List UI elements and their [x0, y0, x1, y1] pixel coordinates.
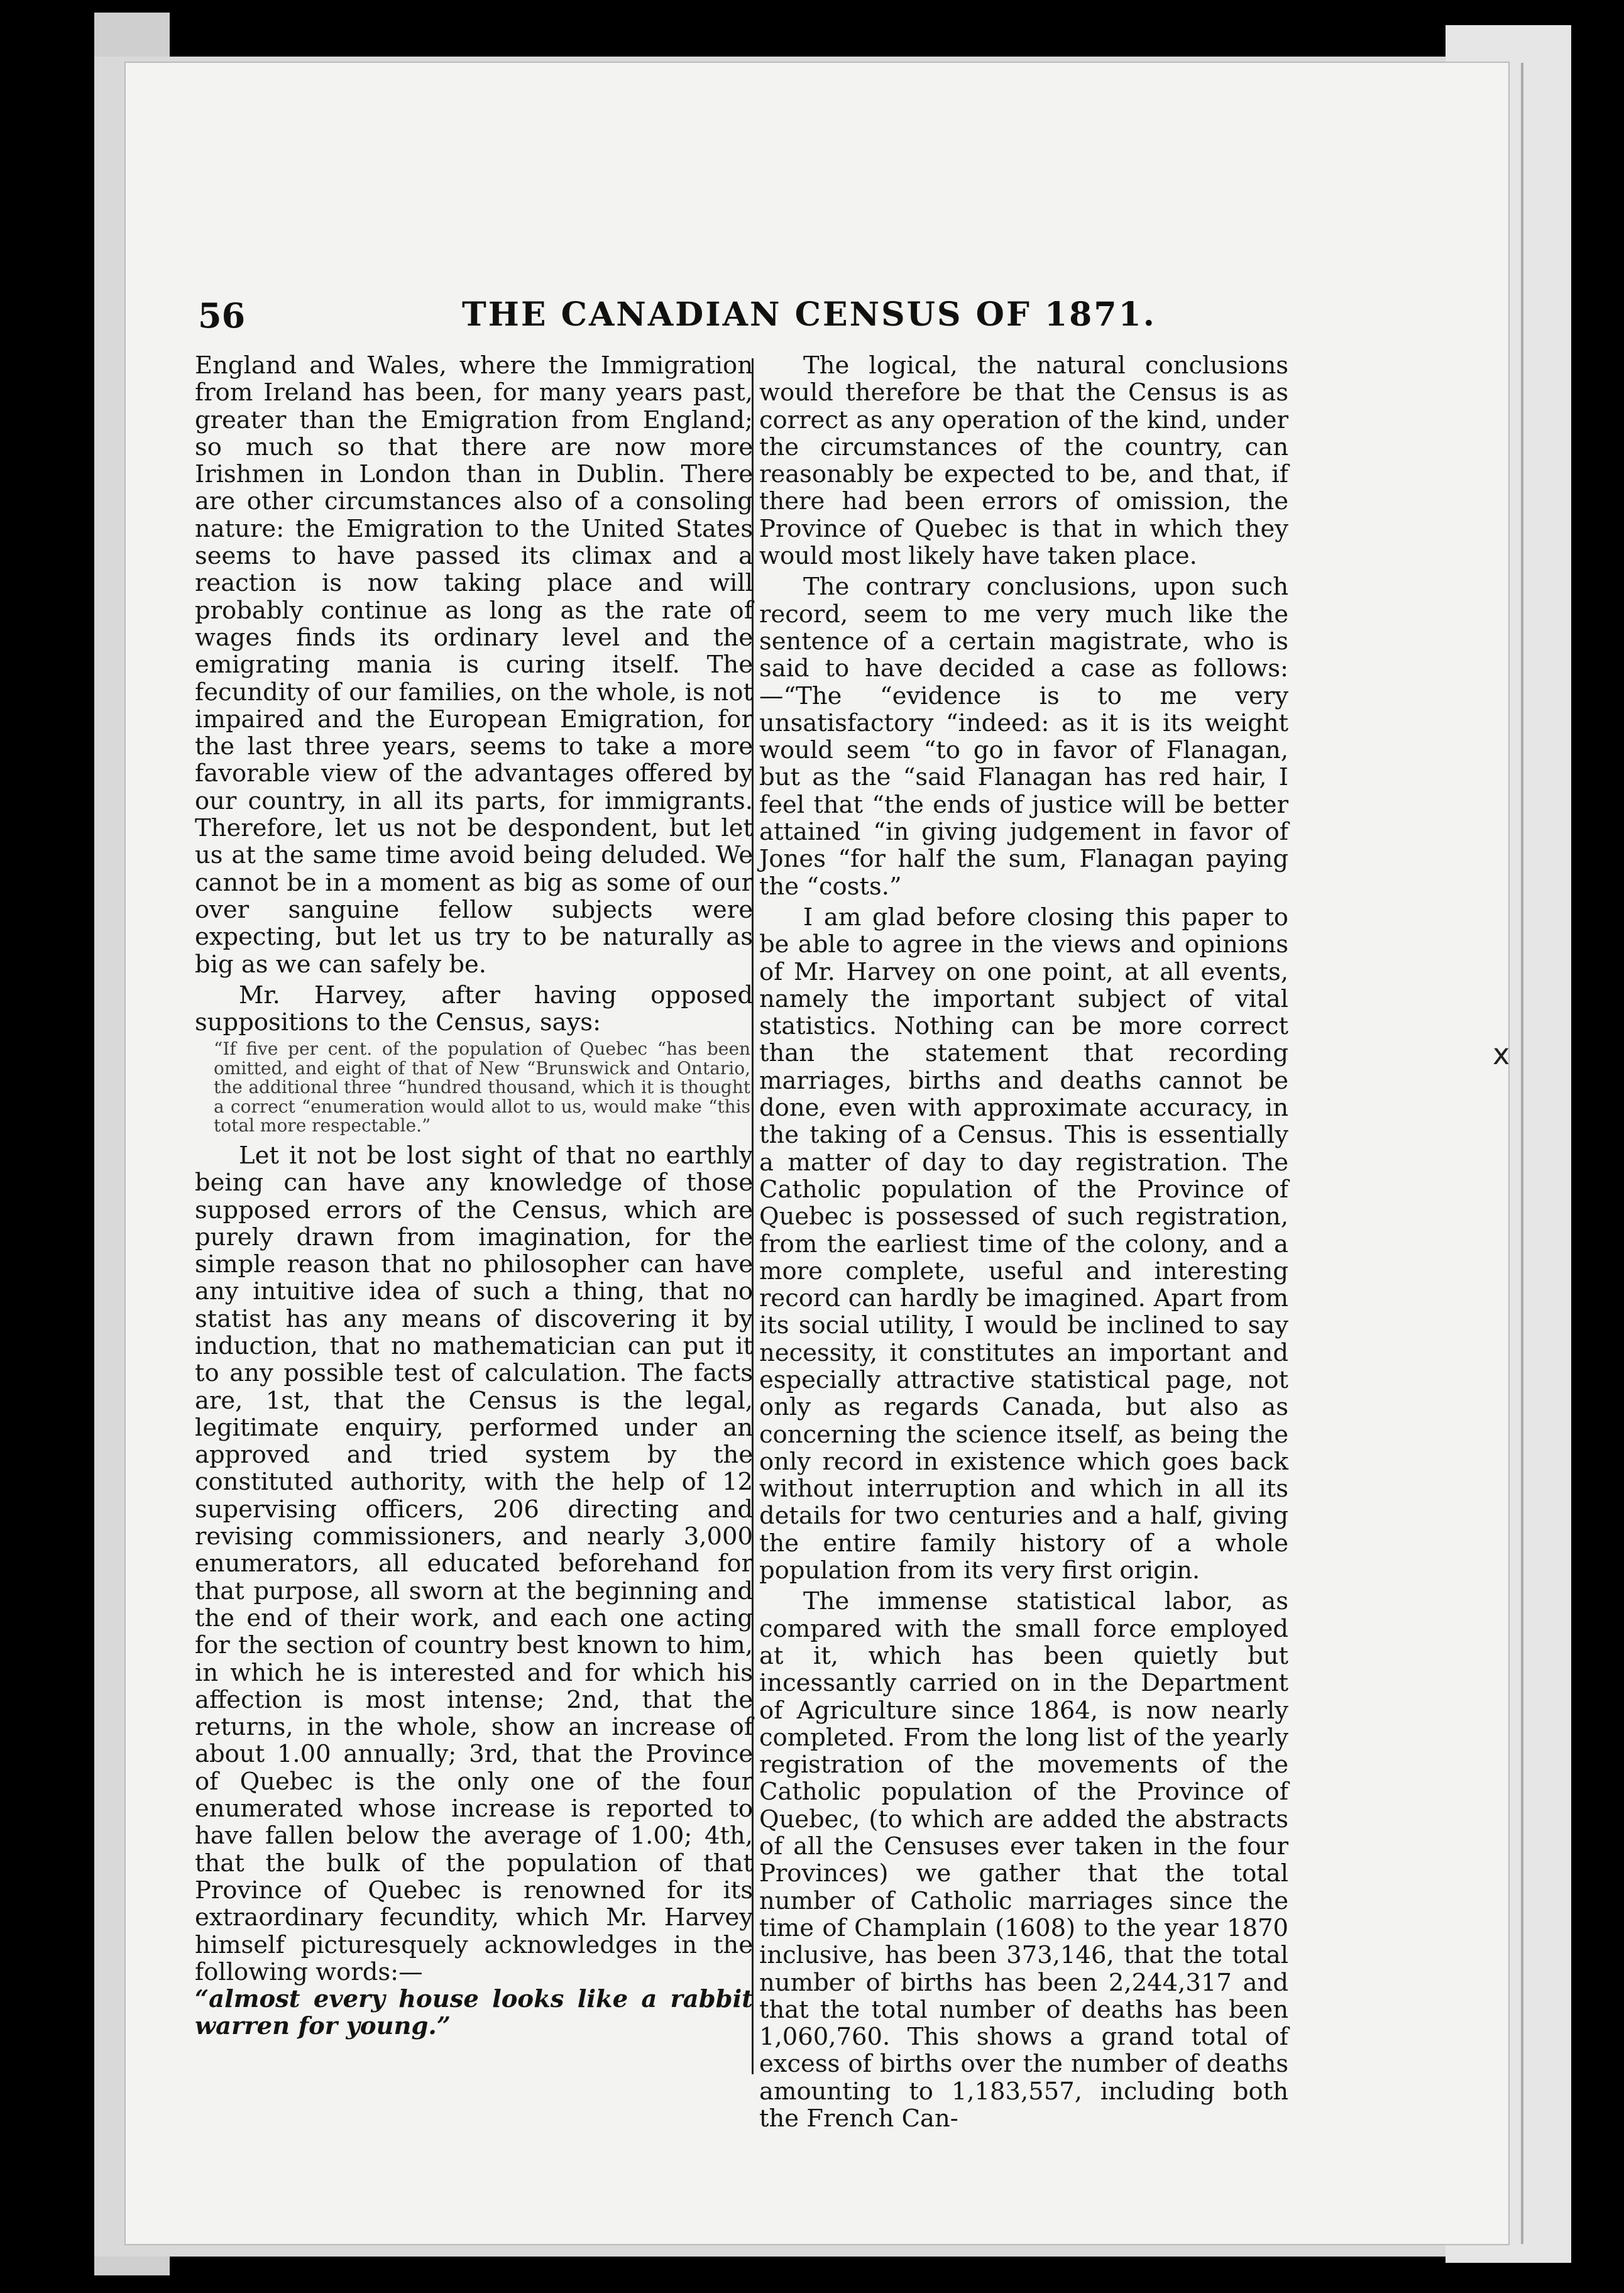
block-quote: “If five per cent. of the population of Quebec “has been omitted, and eight of that of New “Brunswick and Ontario, the additional three “hundred thousand, which it is thought a correct “enumeration would allot to us, would make “this total more respectable.” [214, 1038, 750, 1136]
page-edge [1521, 63, 1523, 2244]
inline-quote: “almost every house looks like a rabbit warren for young.” [195, 1985, 753, 2041]
right-column [759, 352, 1288, 2132]
paragraph: I am glad before closing this paper to be able to agree in the views and opinions of Mr. Harvey on one point, at all events, namely the important subject of vital statistics. Nothing can be more correct than the statement that recording marriages, births and deaths cannot be done, even with approximate accuracy, in the taking of a Census. This is essentially a matter of day to day registration. The Catholic population of the Province of Quebec is possessed of such registration, from the earliest time of the colony, and a more complete, useful and interesting record can hardly be imagined. Apart from its social utility, I would be inclined to say necessity, it constitutes an important and especially attractive statistical page, not only as regards Canada, but also as concerning the science itself, as being the only record in existence which goes back without interruption and which in all its details for two centuries and a half, giving the entire family history of a whole population from its very first origin. [759, 903, 1288, 1585]
paragraph: Mr. Harvey, after having opposed suppositions to the Census, says: [195, 981, 753, 1037]
running-title: THE CANADIAN CENSUS OF 1871. [462, 295, 1156, 334]
paragraph: England and Wales, where the Immigration from Ireland has been, for many years past, greater than the Emigration from England; so much so that there are now more Irishmen in London than in Dublin. There are other circumstances also of a consoling nature: the Emigration to the United States seems to have passed its climax and a reaction is now taking place and will probably continue as long as the rate of wages finds its ordinary level and the emigrating mania is curing itself. The fecundity of our families, on the whole, is not impaired and the European Emigration, for the last three years, seems to take a more favorable view of the advantages offered by our country, in all its parts, for immigrants. Therefore, let us not be despondent, but let us at the same time avoid being deluded. We cannot be in a moment as big as some of our over sanguine fellow subjects were expecting, but let us try to be naturally as big as we can safely be. [195, 351, 753, 979]
paragraph: The logical, the natural conclusions would therefore be that the Census is as correct as any operation of the kind, under the circumstances of the country, can reasonably be expected to be, and that, if there had been errors of omission, the Province of Quebec is that in which they would most likely have taken place. [759, 351, 1288, 571]
paragraph: The immense statistical labor, as compared with the small force employed at it, which has been quietly but incessantly carried on in the Department of Agriculture since 1864, is now nearly completed. From the long list of the yearly registration of the movements of the Catholic population of the Province of Quebec, (to which are added the abstracts of all the Censuses ever taken in the four Provinces) we gather that the total number of Catholic marriages since the time of Champlain (1608) to the year 1870 inclusive, has been 373,146, that the total number of births has been 2,244,317 and that the total number of deaths has been 1,060,760. This shows a grand total of excess of births over the number of deaths amounting to 1,183,557, including both the French Can- [759, 1587, 1288, 2133]
page-header [198, 295, 1329, 346]
paragraph-text: Let it not be lost sight of that no earthly being can have any knowledge of those supposed errors of the Census, which are purely drawn from imagination, for the simple reason that no philosopher can have any intuitive idea of such a thing, that no statist has any means of discovering it by induction, that no mathematician can put it to any possible test of calculation. The facts are, 1st, that the Census is the legal, legitimate enquiry, performed under an approved and tried system by the constituted authority, with the help of 12 supervising officers, 206 directing and revising commissioners, and nearly 3,000 enumerators, all educated beforehand for that purpose, all sworn at the beginning and the end of their work, and each one acting for the section of country best known to him, in which he is interested and for which his affection is most intense; 2nd, that the returns, in the whole, show an increase of about 1.00 annually; 3rd, that the Province of Quebec is the only one of the four enumerated whose increase is reported to have fallen below the average of 1.00; 4th, that the bulk of the population of that Province of Quebec is renowned for its extraordinary fecundity, which Mr. Harvey himself picturesquely acknowledges in the following words:— [195, 1141, 753, 1986]
page-number: 56 [198, 295, 246, 336]
paragraph: The contrary conclusions, upon such record, seem to me very much like the sentence of a certain magistrate, who is said to have decided a case as follows:—“The “evidence is to me very unsatisfactory “indeed: as it is its weight would seem “to go in favor of Flanagan, but as the “said Flanagan has red hair, I feel that “the ends of justice will be better attained “in giving judgement in favor of Jones “for half the sum, Flanagan paying the “costs.” [759, 573, 1288, 901]
left-column [195, 352, 753, 2040]
paragraph [195, 1142, 753, 2040]
margin-mark: x [1493, 1037, 1510, 1071]
